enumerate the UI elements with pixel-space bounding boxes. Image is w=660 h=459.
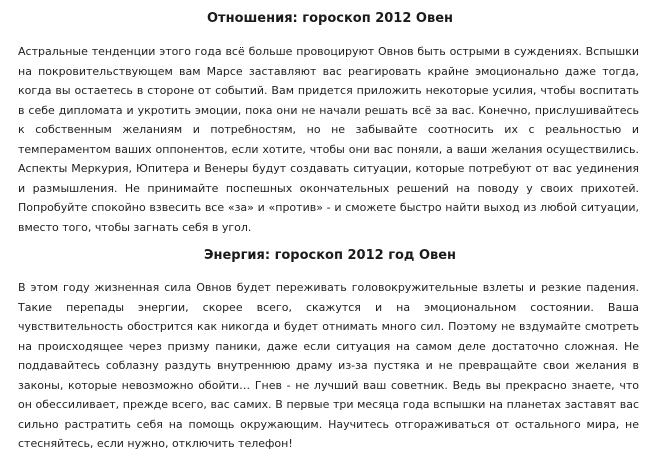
section-text-energy: В этом году жизненная сила Овнов будет переживать головокружительные взлеты и резкие падения. Такие перепады энергии, скорее всего, скажутся и на эмоциональном состоянии. Ваша чувствительность обострится как никогда и будет отнимать много сил. Поэтому не вздумайте смотреть на происходящее через призму паники, даже если ситуация на самом деле достаточно сложная. Не поддавайтесь соблазну раздуть внутреннюю драму из-за пустяка и не превращайте свои желания в законы, которые невозможно обойти… Гнев - не лучший ваш советник. Ведь вы прекрасно знаете, что он обессиливает, прежде всего, вас самих. В первые три месяца года вспышки на планетах заставят вас сильно растратить себя на помощь окружающим. Научитесь отгораживаться от остального мира, не стесняйтесь, если нужно, отключить телефон! <box>18 281 639 451</box>
section-heading-energy: Энергия: гороскоп 2012 год Овен <box>203 248 457 263</box>
section-heading-relationships: Отношения: гороскоп 2012 Овен <box>207 11 453 26</box>
section-text-relationships: Астральные тенденции этого года всё больше провоцируют Овнов быть острыми в суждениях. Вспышки на покровительствующем вам Марсе заставляют вас реагировать крайне эмоционально даже тогда, когда вы остаетесь в стороне от событий. Вам придется приложить некоторые усилия, чтобы воспитать в себе дипломата и укротить эмоции, пока они не начали решать всё за вас. Конечно, прислушивайтесь к собственным желаниям и потребностям, но не забывайте соотносить их с реальностью и темпераментом ваших оппонентов, если хотите, чтобы они вас поняли, а ваши желания осуществились. Аспекты Меркурия, Юпитера и Венеры будут создавать ситуации, которые потребуют от вас уединения и размышления. Не принимайте поспешных окончательных решений на поводу у своих прихотей. Попробуйте спокойно взвесить все «за» и «против» - и сможете быстро найти выход из любой ситуации, вместо того, чтобы загнать себя в угол. <box>18 45 639 234</box>
